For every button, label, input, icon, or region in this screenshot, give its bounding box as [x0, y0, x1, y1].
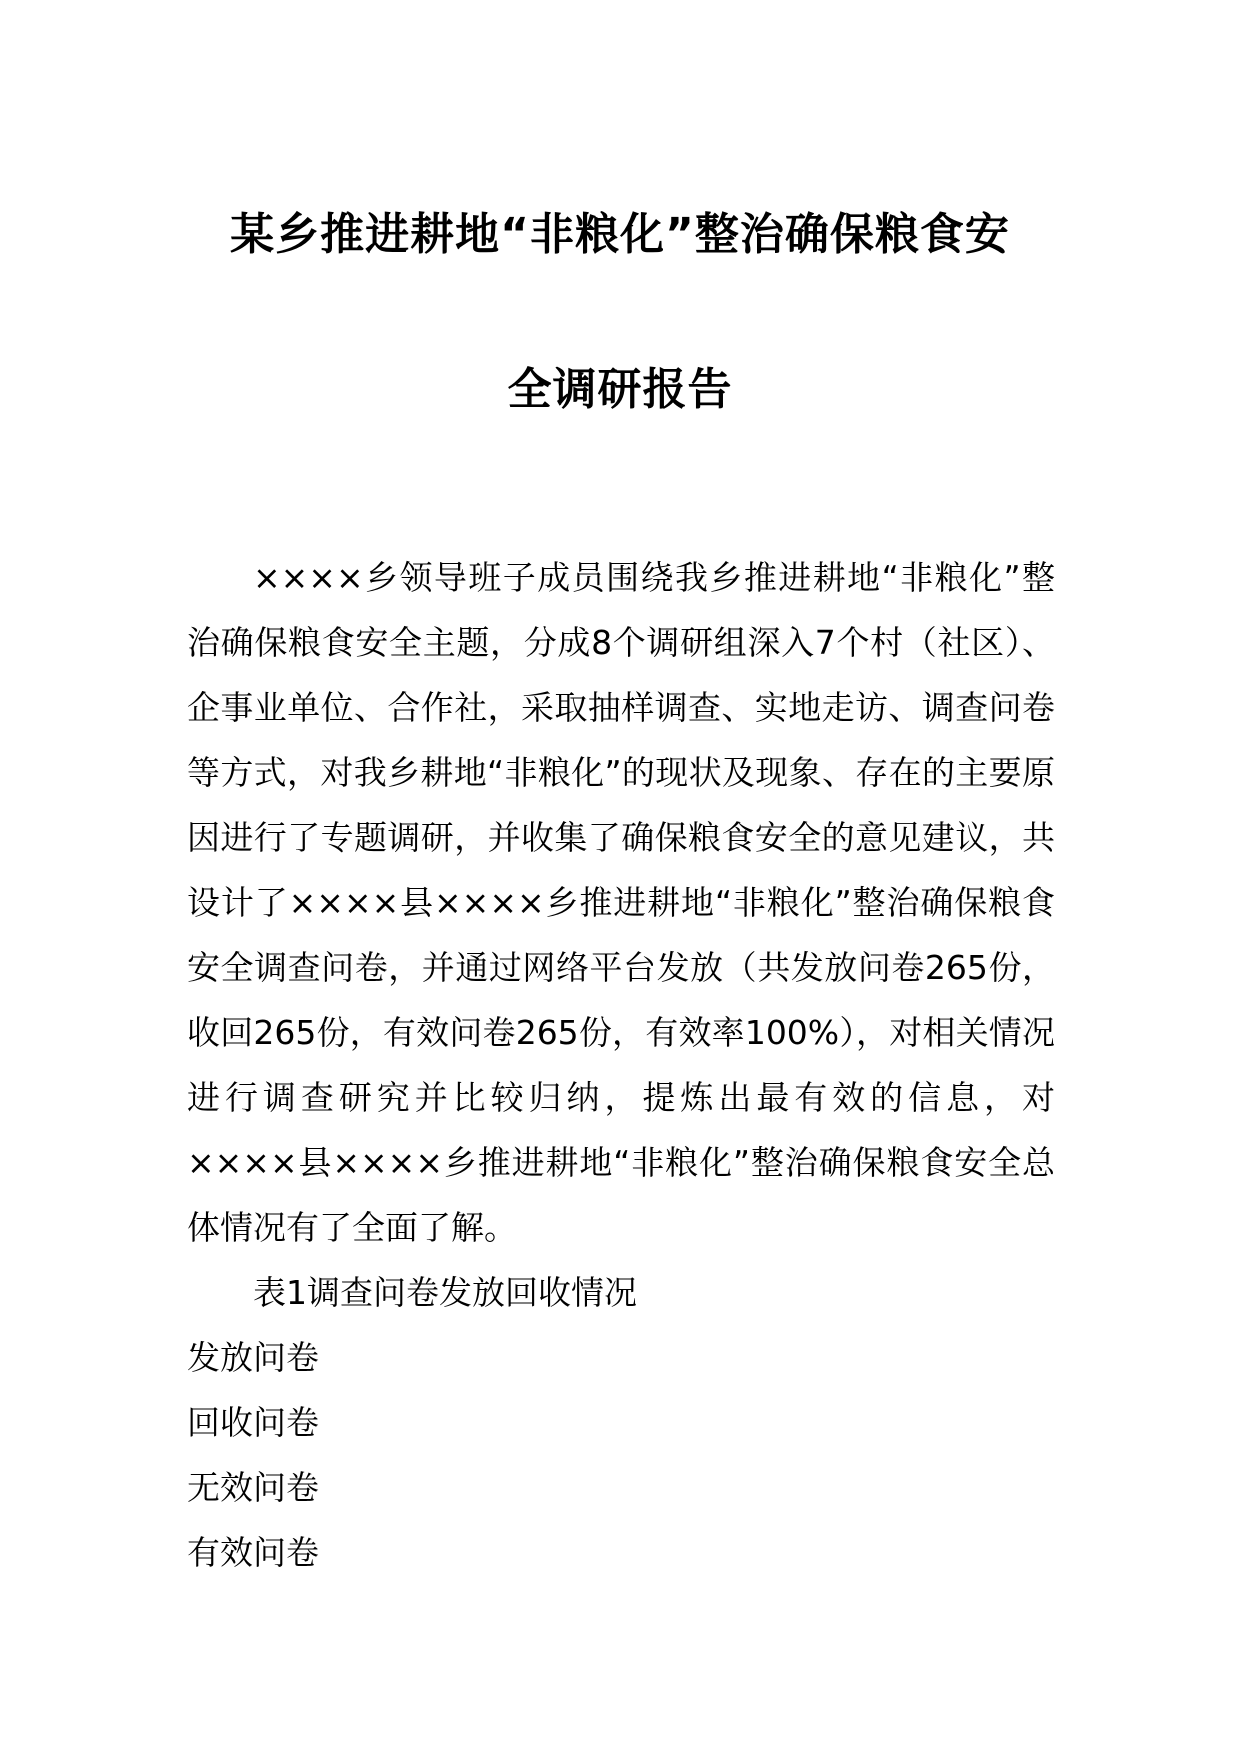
table-caption: 表1调查问卷发放回收情况	[253, 1273, 637, 1312]
table-row-label: 回收问卷	[187, 1403, 319, 1442]
body-paragraph: ××××乡领导班子成员围绕我乡推进耕地“非粮化”整治确保粮食安全主题，分成8个调研组深入7个村（社区）、企事业单位、合作社，采取抽样调查、实地走访、调查问卷等方式，对我乡耕地“非粮化”的现状及现象、存在的主要原因进行了专题调研，并收集了确保粮食安全的意见建议，共设计了××××县××××乡推进耕地“非粮化”整治确保粮食安全调查问卷，并通过网络平台发放（共发放问卷265份，收回265份，有效问卷265份，有效率100%），对相关情况进行调查研究并比较归纳，提炼出最有效的信息，对××××县××××乡推进耕地“非粮化”整治确保粮食安全总体情况有了全面了解。	[187, 558, 1055, 1247]
table-row-label: 发放问卷	[187, 1338, 319, 1377]
table-row-label: 无效问卷	[187, 1468, 319, 1507]
document-title-line-1: 某乡推进耕地“非粮化”整治确保粮食安	[230, 209, 1010, 260]
document-title-line-2: 全调研报告	[507, 364, 733, 415]
body-text	[187, 545, 1055, 1260]
table-row-label: 有效问卷	[187, 1533, 319, 1572]
